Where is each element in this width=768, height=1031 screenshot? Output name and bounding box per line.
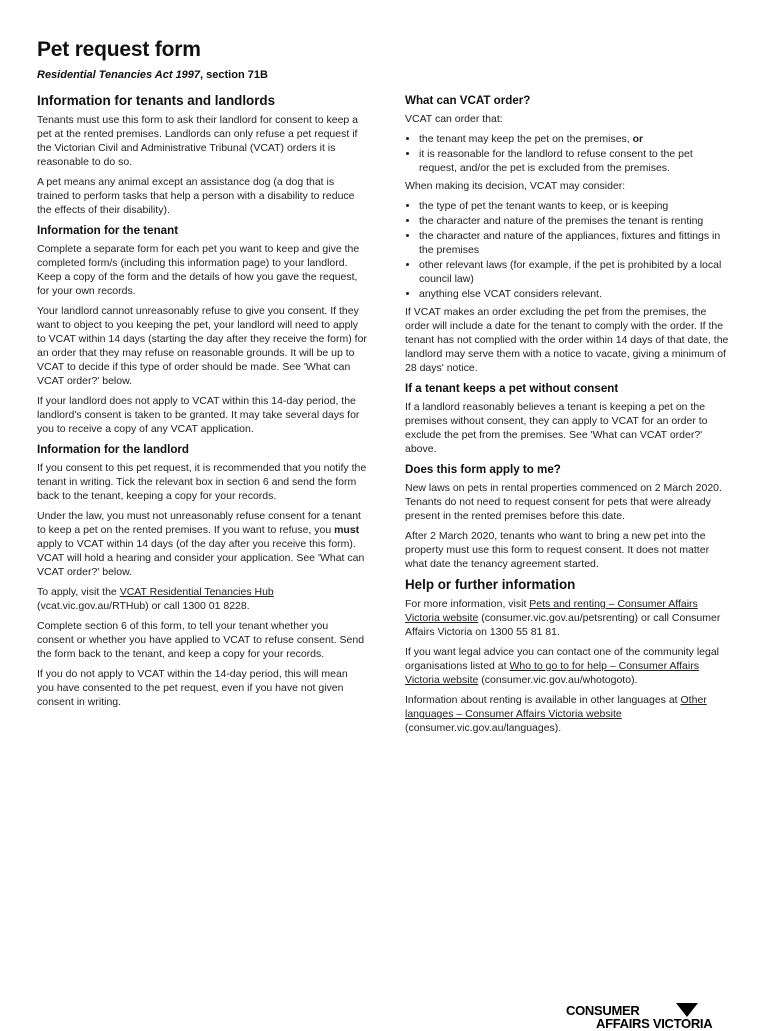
pets-renting-link[interactable]: Pets and renting – Consumer Affairs Victoria website	[405, 598, 698, 624]
page-title: Pet request form	[37, 38, 201, 61]
help-paragraph-2: If you want legal advice you can contact one of the community legal organisations listed at Who to go to for help – Consumer Affairs Victoria website (consumer.vic.gov.au/whotogoto).	[405, 646, 720, 686]
other-languages-link[interactable]: Other languages – Consumer Affairs Victoria website	[405, 694, 707, 720]
vcat-consider-list	[405, 199, 730, 301]
apply-paragraph-2: After 2 March 2020, tenants who want to bring a new pet into the property must use this form to request consent. It does not matter what date the tenancy agreement started.	[405, 530, 710, 570]
landlord-heading: Information for the landlord	[37, 443, 189, 456]
tenant-paragraph-2: Your landlord cannot unreasonably refuse to give you consent. If they want to object to you keeping the pet, your landlord will need to apply to VCAT within 14 days (starting the day after they receive the form) for an order that they may refuse on reasonable grounds. It will be up to VCAT to decide if this type of order should be made. See 'What can VCAT order?' below.	[37, 305, 367, 387]
tenant-paragraph-1: Complete a separate form for each pet you want to keep and give the completed form/s (including this information page) to your landlord. Keep a copy of the form and the details of how you gave the request, for your own records.	[37, 243, 360, 297]
vcat-order-list	[405, 132, 730, 175]
list-item: • the tenant may keep the pet on the premises, or	[419, 132, 730, 146]
list-item: • the character and nature of the premises the tenant is renting	[419, 214, 730, 228]
landlord-paragraph-2: Under the law, you must not unreasonably refuse consent for a tenant to keep a pet on the rented premises. If you want to refuse, you must apply to VCAT within 14 days (of the day after you receive this form). VCAT will hold a hearing and consider your application. See 'What can VCAT order?' below.	[37, 510, 365, 578]
landlord-paragraph-5: If you do not apply to VCAT within the 14-day period, this will mean you have consented to the pet request, even if you have not given consent in writing.	[37, 668, 348, 708]
info-paragraph-1: Tenants must use this form to ask their landlord for consent to keep a pet at the rented premises. Landlords can only refuse a pet request if the Victorian Civil and Administrative Tribunal (VCAT) orders it is reasonable to do so.	[37, 114, 358, 168]
list-item: • it is reasonable for the landlord to refuse consent to the pet request, and/or the pet is excluded from the premises.	[419, 147, 730, 175]
list-item: • other relevant laws (for example, if the pet is prohibited by a local council law)	[419, 258, 730, 286]
landlord-paragraph-3: To apply, visit the VCAT Residential Tenancies Hub (vcat.vic.gov.au/RTHub) or call 1300 01 8228.	[37, 586, 274, 612]
help-paragraph-3: Information about renting is available in other languages at Other languages – Consumer Affairs Victoria website (consumer.vic.gov.au/languages).	[405, 694, 707, 734]
logo-line-1: CONSUMER	[566, 1003, 640, 1018]
info-paragraph-2: A pet means any animal except an assistance dog (a dog that is trained to perform tasks that help a person with a disability to reduce the effects of their disability).	[37, 176, 355, 216]
vcat-rthub-link[interactable]: VCAT Residential Tenancies Hub	[119, 586, 274, 598]
vcat-consider: When making its decision, VCAT may consider:	[405, 180, 626, 192]
landlord-paragraph-4: Complete section 6 of this form, to tell your tenant whether you consent or whether you have applied to VCAT to refuse consent. Send the form back to the tenant, and keep a copy for your records.	[37, 620, 365, 660]
list-item: • the character and nature of the appliances, fixtures and fittings in the premises	[419, 229, 730, 257]
victoria-state-icon	[676, 1003, 698, 1017]
info-heading: Information for tenants and landlords	[37, 93, 276, 108]
who-to-go-link[interactable]: Who to go to for help – Consumer Affairs Victoria website	[405, 660, 699, 686]
vcat-order-heading: What can VCAT order?	[405, 94, 531, 107]
apply-heading: Does this form apply to me?	[405, 463, 561, 476]
act-section: , section 71B	[200, 69, 268, 81]
keeps-pet-paragraph: If a landlord reasonably believes a tenant is keeping a pet on the premises without consent, they can apply to VCAT for an order to exclude the pet from the premises. See 'What can VCAT order?' above.	[405, 401, 708, 455]
act-name: Residential Tenancies Act 1997	[37, 69, 201, 81]
vcat-intro: VCAT can order that:	[405, 113, 503, 125]
keeps-pet-heading: If a tenant keeps a pet without consent	[405, 382, 619, 395]
vcat-exclude-paragraph: If VCAT makes an order excluding the pet from the premises, the order will include a date for the tenant to comply with the order. If the tenant has not complied with the order within 14 days of that date, the landlord may serve them with a notice to vacate, giving a minimum of 28 days' notice.	[405, 306, 729, 374]
help-paragraph-1: For more information, visit Pets and renting – Consumer Affairs Victoria website (consumer.vic.gov.au/petsrenting) or call Consumer Affairs Victoria on 1300 55 81 81.	[405, 598, 721, 638]
page-subtitle	[37, 69, 268, 81]
left-column	[37, 93, 367, 715]
apply-paragraph-1: New laws on pets in rental properties commenced on 2 March 2020. Tenants do not need to request consent for pets that were already present in the rented premises before this date.	[405, 482, 722, 522]
landlord-paragraph-1: If you consent to this pet request, it is recommended that you notify the tenant in writing. Tick the relevant box in section 6 and send the form back to the tenant, keeping a copy for your records.	[37, 462, 367, 502]
help-heading: Help or further information	[405, 577, 576, 592]
must-emphasis: must	[334, 524, 360, 536]
list-item: • anything else VCAT considers relevant.	[419, 287, 730, 301]
right-column	[405, 93, 730, 741]
tenant-heading: Information for the tenant	[37, 224, 179, 237]
tenant-paragraph-3: If your landlord does not apply to VCAT within this 14-day period, the landlord's consent is taken to be granted. It may take several days for you to receive a copy of any VCAT application.	[37, 395, 360, 435]
logo-line-2: AFFAIRS VICTORIA	[596, 1016, 713, 1031]
list-item: • the type of pet the tenant wants to keep, or is keeping	[419, 199, 730, 213]
